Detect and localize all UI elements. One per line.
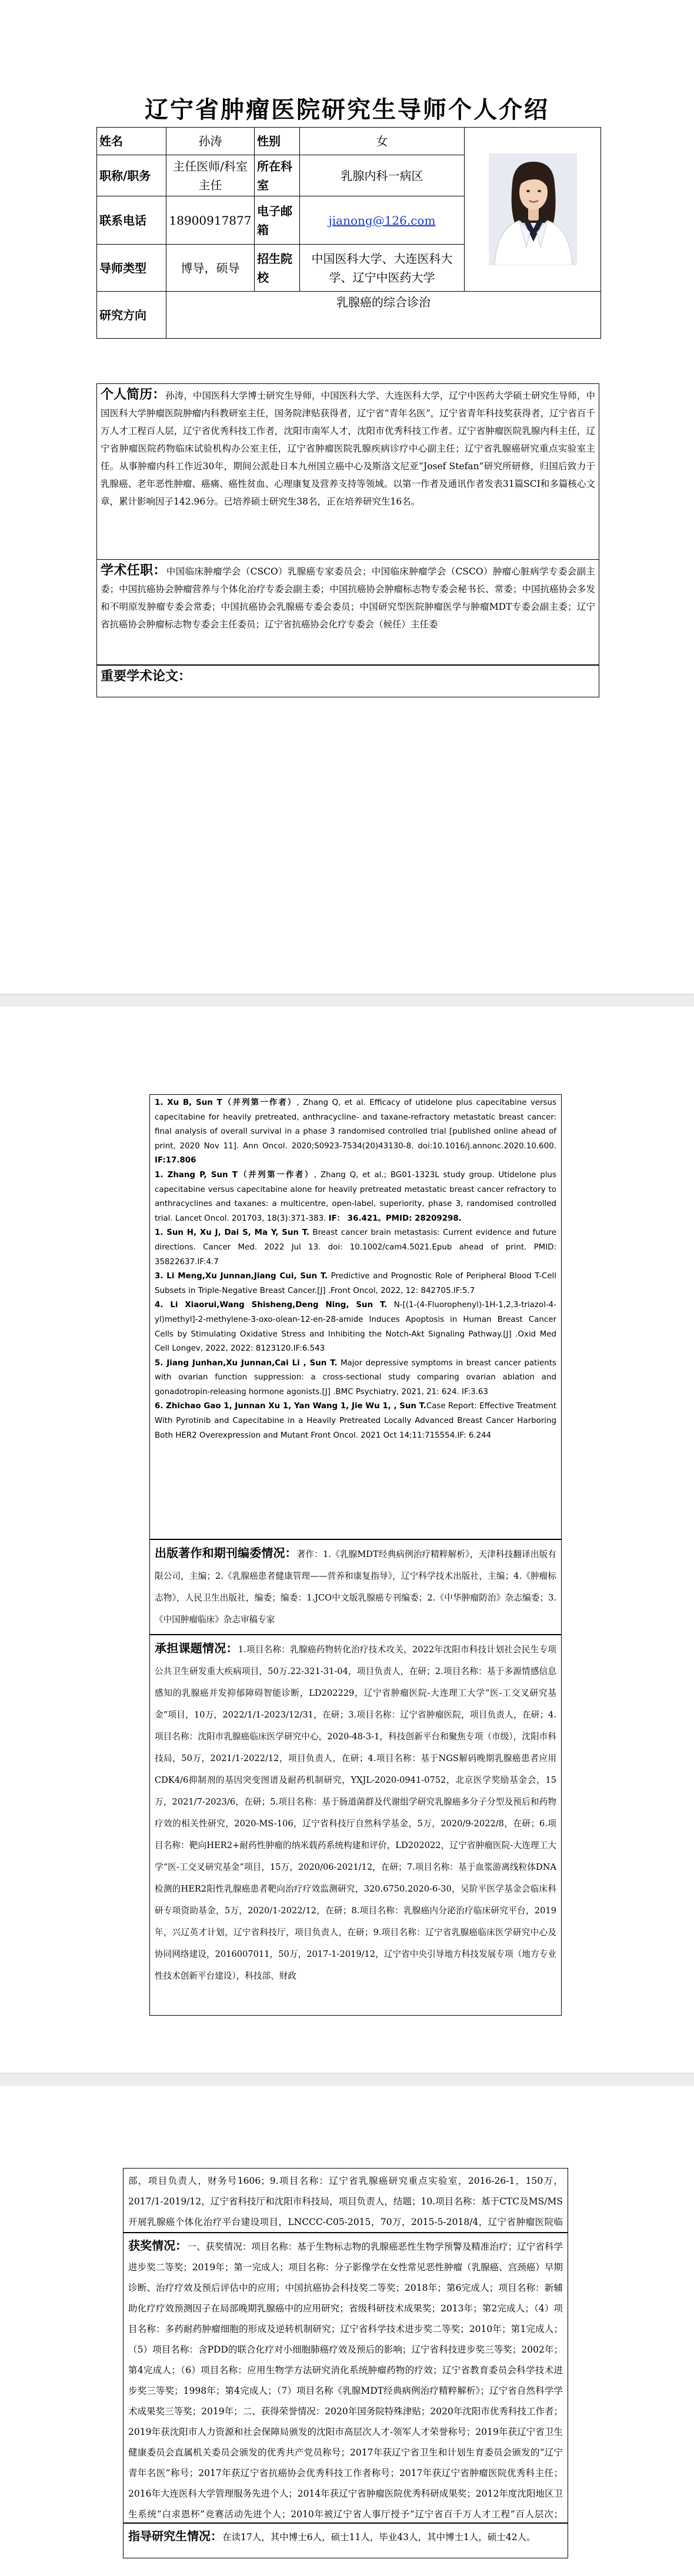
info-table — [96, 127, 601, 339]
name-value: 孙涛 — [166, 128, 255, 155]
projects-heading: 承担课题情况： — [155, 1641, 238, 1655]
academic-text: 中国临床肿瘤学会（CSCO）乳腺癌专家委员会；中国临床肿瘤学会（CSCO）肿瘤心脏病学专委会副主委；中国抗癌协会肿瘤营养与个体化治疗专委会副主委；中国抗癌协会肿瘤标志物专委会秘书长、常委；中国抗癌协会多发和不明原发肿瘤专委会常委；中国抗癌协会乳腺癌专委会委员；中国研究型医院肿瘤医学与肿瘤MDT专委会副主委；辽宁省抗癌协会肿瘤标志物专委会主任委员；辽宁省抗癌协会化疗专委会（候任）主任委 — [101, 566, 595, 630]
email-link[interactable]: jianong@126.com — [328, 213, 436, 228]
publication-list — [149, 1094, 562, 1539]
students-heading: 指导研究生情况： — [128, 2529, 222, 2543]
projects-continued — [123, 2168, 568, 2233]
awards-text: 一、获奖情况：项目名称：基于生物标志物的乳腺癌恶性生物学预警及精准治疗；辽宁省科学进步奖二等奖；2019年；第一完成人；项目名称：分子影像学在女性常见恶性肿瘤（乳腺癌、宫颈癌）早期诊断、治疗疗效及预后评估中的应用；中国抗癌协会科技奖二等奖；2018年；第6完成人；项目名称：新辅助化疗疗效预测因子在局部晚期乳腺癌中的应用研究；省级科研技术成果奖；2013年；第2完成人；（4）项目名称：多药耐药肿瘤细胞的形成及逆转机制研究；辽宁省科学技术进步奖二等奖；2010年；第1完成人；（5）项目名称：含PDD的联合化疗对小细胞肺癌疗效及预后的影响；辽宁省科技进步奖三等奖；2002年；第4完成人；（6）项目名称：应用生物学方法研究消化系统肿瘤药物的疗效；辽宁省教育委员会科学技术进步奖三等奖；1998年；第4完成人；（7）项目名称《乳腺MDT经典病例治疗精粹解析》；辽宁省自然科学学术成果奖三等奖；2019年；二、获得荣誉情况：2020年国务院特殊津贴；2020年沈阳市优秀科技工作者；2019年获沈阳市人力资源和社会保障局颁发的沈阳市高层次人才-领军人才荣誉称号；2019年获辽宁省卫生健康委员会直属机关委员会颁发的优秀共产党员称号；2017年获辽宁省卫生和计划生育委员会颁发的“辽宁青年名医”称号；2017年获辽宁省抗癌协会优秀科技工作者称号；2017年获辽宁省肿瘤医院优秀科主任；2016年大连医科大学管理服务先进个人；2014年获辽宁省肿瘤医院优秀科研成果奖；2012年度沈阳地区卫生系统“白求恩杯”竞赛活动先进个人；2010年被辽宁省人事厅授予“辽宁省百千万人才工程”百人层次； — [128, 2241, 563, 2520]
type-label: 导师类型 — [97, 245, 166, 292]
school-value: 中国医科大学、大连医科大学、辽宁中医药大学 — [300, 245, 465, 292]
projects-continued-text: 部，项目负责人，财务号1606；9.项目名称：辽宁省乳腺癌研究重点实验室，2016-26-1，150万，2017/1-2019/12，辽宁省科技厅和沈阳市科技局，项目负责人，结题；10.项目名称：基于CTC及MS/MS开展乳腺癌个体化治疗平台建设项目，LNCCC-C05-2015，70万，2015-5-2018/4，辽宁省肿瘤医院临 — [128, 2176, 563, 2227]
email-label: 电子邮箱 — [255, 196, 300, 245]
awards-section — [123, 2233, 568, 2523]
school-label: 招生院校 — [255, 245, 300, 292]
dept-label: 所在科室 — [255, 155, 300, 196]
books-text: 著作：1.《乳腺MDT经典病例治疗精粹解析》，天津科技翻译出版有限公司，主编；2.《乳腺癌患者健康管理——营养和康复指导》，辽宁科学技术出版社，主编；4.《肿瘤标志物》，人民卫生出版社，编委；编委：1.JCO中文版乳腺癌专刊编委；2.《中华肿瘤防治》杂志编委；3.《中国肿瘤临床》杂志审稿专家 — [155, 1549, 556, 1625]
title-label: 职称/职务 — [97, 155, 166, 196]
page-3 — [0, 2086, 694, 2576]
academic-section — [96, 559, 599, 665]
publication-item: 3. Li Meng,Xu Junnan,Jiang Cui, Sun T. Predictive and Prognostic Role of Peripheral Blood T-Cell Subsets in Triple-Negative Breast Cancer.[J] .Front Oncol, 2022, 12: 842705.IF:5.7 — [155, 1272, 556, 1295]
students-text: 在读17人，其中博士6人，硕士11人，毕业43人，其中博士1人，硕士42人。 — [222, 2532, 536, 2542]
publication-item: 1. Xu B, Sun T（并列第一作者）, Zhang Q, et al. Efficacy of utidelone plus capecitabine versus capecitabine for heavily pretreated, anthracycline- and taxane-refractory metastatic breast cancer: final analysis of overall survival in a phase 3 randomised controlled trial [published online ahead of print, 2020 Nov 11]. Ann Oncol. 2020;S0923-7534(20)43130-8. doi:10.1016/j.annonc.2020.10.600. IF:17.806 — [155, 1098, 556, 1165]
projects-text: 1.项目名称：乳腺癌药物转化治疗技术攻关，2022年沈阳市科技计划社会民生专项公共卫生研发重大疾病项目，50万.22-321-31-04，项目负责人，在研；2.项目名称：基于多源情感信息感知的乳腺癌并发抑郁障碍智能诊断，LD202229，辽宁省肿瘤医院-大连理工大学“医-工交叉研究基金”项目，10万，2022/1/1-2023/12/31，在研；3.项目名称：辽宁省肿瘤医院，项目负责人，在研；4.项目名称：沈阳市乳腺癌临床医学研究中心，2020-48-3-1，科技创新平台和聚焦专项（市级），沈阳市科技局，50万，2021/1-2022/12，项目负责人，在研；4.项目名称：基于NGS解码晚期乳腺癌患者应用CDK4/6抑制剂的基因突变图谱及耐药机制研究，YXJL-2020-0941-0752，北京医学奖励基金会，15万，2021/7-2023/6，在研；5.项目名称：基于肠道菌群及代谢组学研究乳腺癌多分子分型及预后和药物疗效的相关性研究，2020-MS-106，辽宁省科技厅自然科学基金，5万，2020/9-2022/8，在研；6.项目名称：靶向HER2+耐药性肿瘤的纳米载药系统构建和评价，LD202022，辽宁省肿瘤医院-大连理工大学“医-工交叉研究基金”项目，15万，2020/06-2021/12，在研；7.项目名称：基于血浆游离线粒体DNA检测的HER2阳性乳腺癌患者靶向治疗疗效监测研究，320.6750.2020-6-30，吴阶平医学基金会临床科研专项资助基金，5万，2020/1-2022/12，在研；8.项目名称：乳腺癌内分泌治疗临床研究平台，2019年，兴辽英才计划，辽宁省科技厅，项目负责人，在研；9.项目名称：辽宁省乳腺癌临床医学研究中心及协同网络建设，2016007011，50万，2017-1-2019/12，辽宁省中央引导地方科技发展专项（地方专业性技术创新平台建设），科技部、财政 — [155, 1645, 556, 1981]
books-heading: 出版著作和期刊编委情况： — [155, 1546, 297, 1560]
publication-item: 1. Zhang P, Sun T（并列第一作者）, Zhang Q, et al.; BG01-1323L study group. Utidelone plus capecitabine versus capecitabine alone for heavily pretreated metastatic breast cancer refractory to anthracyclines and taxanes: a multicentre, open-label, superiority, phase 3, randomised controlled trial. Lancet Oncol. 201703, 18(3):371-383. IF： 36.421。PMID: 28209298. — [155, 1170, 557, 1223]
papers-heading: 重要学术论文： — [101, 669, 192, 684]
gender-value: 女 — [300, 128, 465, 155]
document-title: 辽宁省肿瘤医院研究生导师个人介绍 — [145, 96, 549, 123]
direction-value: 乳腺癌的综合诊治 — [166, 292, 601, 339]
projects-section — [149, 1635, 562, 2016]
publication-item: 4. Li Xiaorui,Wang Shisheng,Deng Ning, Sun T. N-[(1-(4-Fluorophenyl)-1H-1,2,3-triazol-4-yl)methyl]-2-methylene-3-oxo-olean-12-en-28-amide Induces Apoptosis in Human Breast Cancer Cells by Stimulating Oxidative Stress and Inhibiting the Notch-Akt Signaling Pathway.[J] .Oxid Med Cell Longev, 2022, 2022: 8123120.IF:6.543 — [155, 1301, 557, 1354]
page-1 — [0, 0, 694, 994]
publication-item: 5. Jiang Junhan,Xu Junnan,Cai Li , Sun T. Major depressive symptoms in breast cancer patients with ovarian function suppression: a cross-sectional study comparing ovarian ablation and gonadotropin-releasing hormone agonists.[J] .BMC Psychiatry, 2021, 21: 624. IF:3.63 — [155, 1358, 556, 1396]
students-section — [123, 2523, 568, 2558]
name-label: 姓名 — [97, 128, 166, 155]
bio-text: 孙涛，中国医科大学博士研究生导师，中国医科大学、大连医科大学，辽宁中医药大学硕士研究生导师，中国医科大学肿瘤医院肿瘤内科教研室主任，国务院津贴获得者，辽宁省“青年名医”，辽宁省青年科技奖获得者，辽宁省百千万人才工程百人层，辽宁省优秀科技工作者，沈阳市南军人才，沈阳市优秀科技工作者。辽宁省肿瘤医院乳腺内科主任，辽宁省肿瘤医院药物临床试验机构办公室主任，辽宁省肿瘤医院乳腺疾病诊疗中心副主任；辽宁省乳腺癌研究重点实验室主任。从事肿瘤内科工作近30年，期间公派赴日本九州国立癌中心及斯洛文尼亚“Josef Stefan”研究所研修，归国后致力于乳腺癌、老年恶性肿瘤、癌痛、癌性贫血、心理康复及营养支持等领域。以第一作者及通讯作者发表31篇SCI和多篇核心文章，累计影响因子142.96分。已培养硕士研究生38名，正在培养研究生16名。 — [101, 390, 595, 507]
academic-heading: 学术任职： — [101, 563, 166, 578]
direction-label: 研究方向 — [97, 292, 166, 339]
title-value: 主任医师/科室主任 — [166, 155, 255, 196]
bio-heading: 个人简历： — [101, 387, 166, 402]
publication-item: 6. Zhichao Gao 1, Junnan Xu 1, Yan Wang 1, Jie Wu 1, , Sun T.Case Report: Effective Treatment With Pyrotinib and Capecitabine in a Heavily Pretreated Locally Advanced Breast Cancer Harboring Both HER2 Overexpression and Mutant Front Oncol. 2021 Oct 14;11:715554.IF: 6.244 — [155, 1402, 556, 1440]
awards-heading: 获奖情况： — [128, 2238, 188, 2253]
bio-section — [96, 383, 599, 560]
dept-value: 乳腺内科一病区 — [300, 155, 465, 196]
papers-section — [96, 665, 599, 697]
photo-cell — [465, 128, 601, 292]
gender-label: 性别 — [255, 128, 300, 155]
type-value: 博导，硕导 — [166, 245, 255, 292]
publication-item: 1. Sun H, Xu J, Dai S, Ma Y, Sun T. Breast cancer brain metastasis: Current evidence and future directions. Cancer Med. 2022 Jul 13. doi: 10.1002/cam4.5021.Epub ahead of print. PMID: 35822637.IF:4.7 — [155, 1228, 557, 1267]
profile-photo — [489, 153, 577, 265]
books-section — [149, 1539, 562, 1635]
phone-value: 18900917877 — [166, 196, 255, 245]
phone-label: 联系电话 — [97, 196, 166, 245]
page-2 — [0, 1007, 694, 2073]
